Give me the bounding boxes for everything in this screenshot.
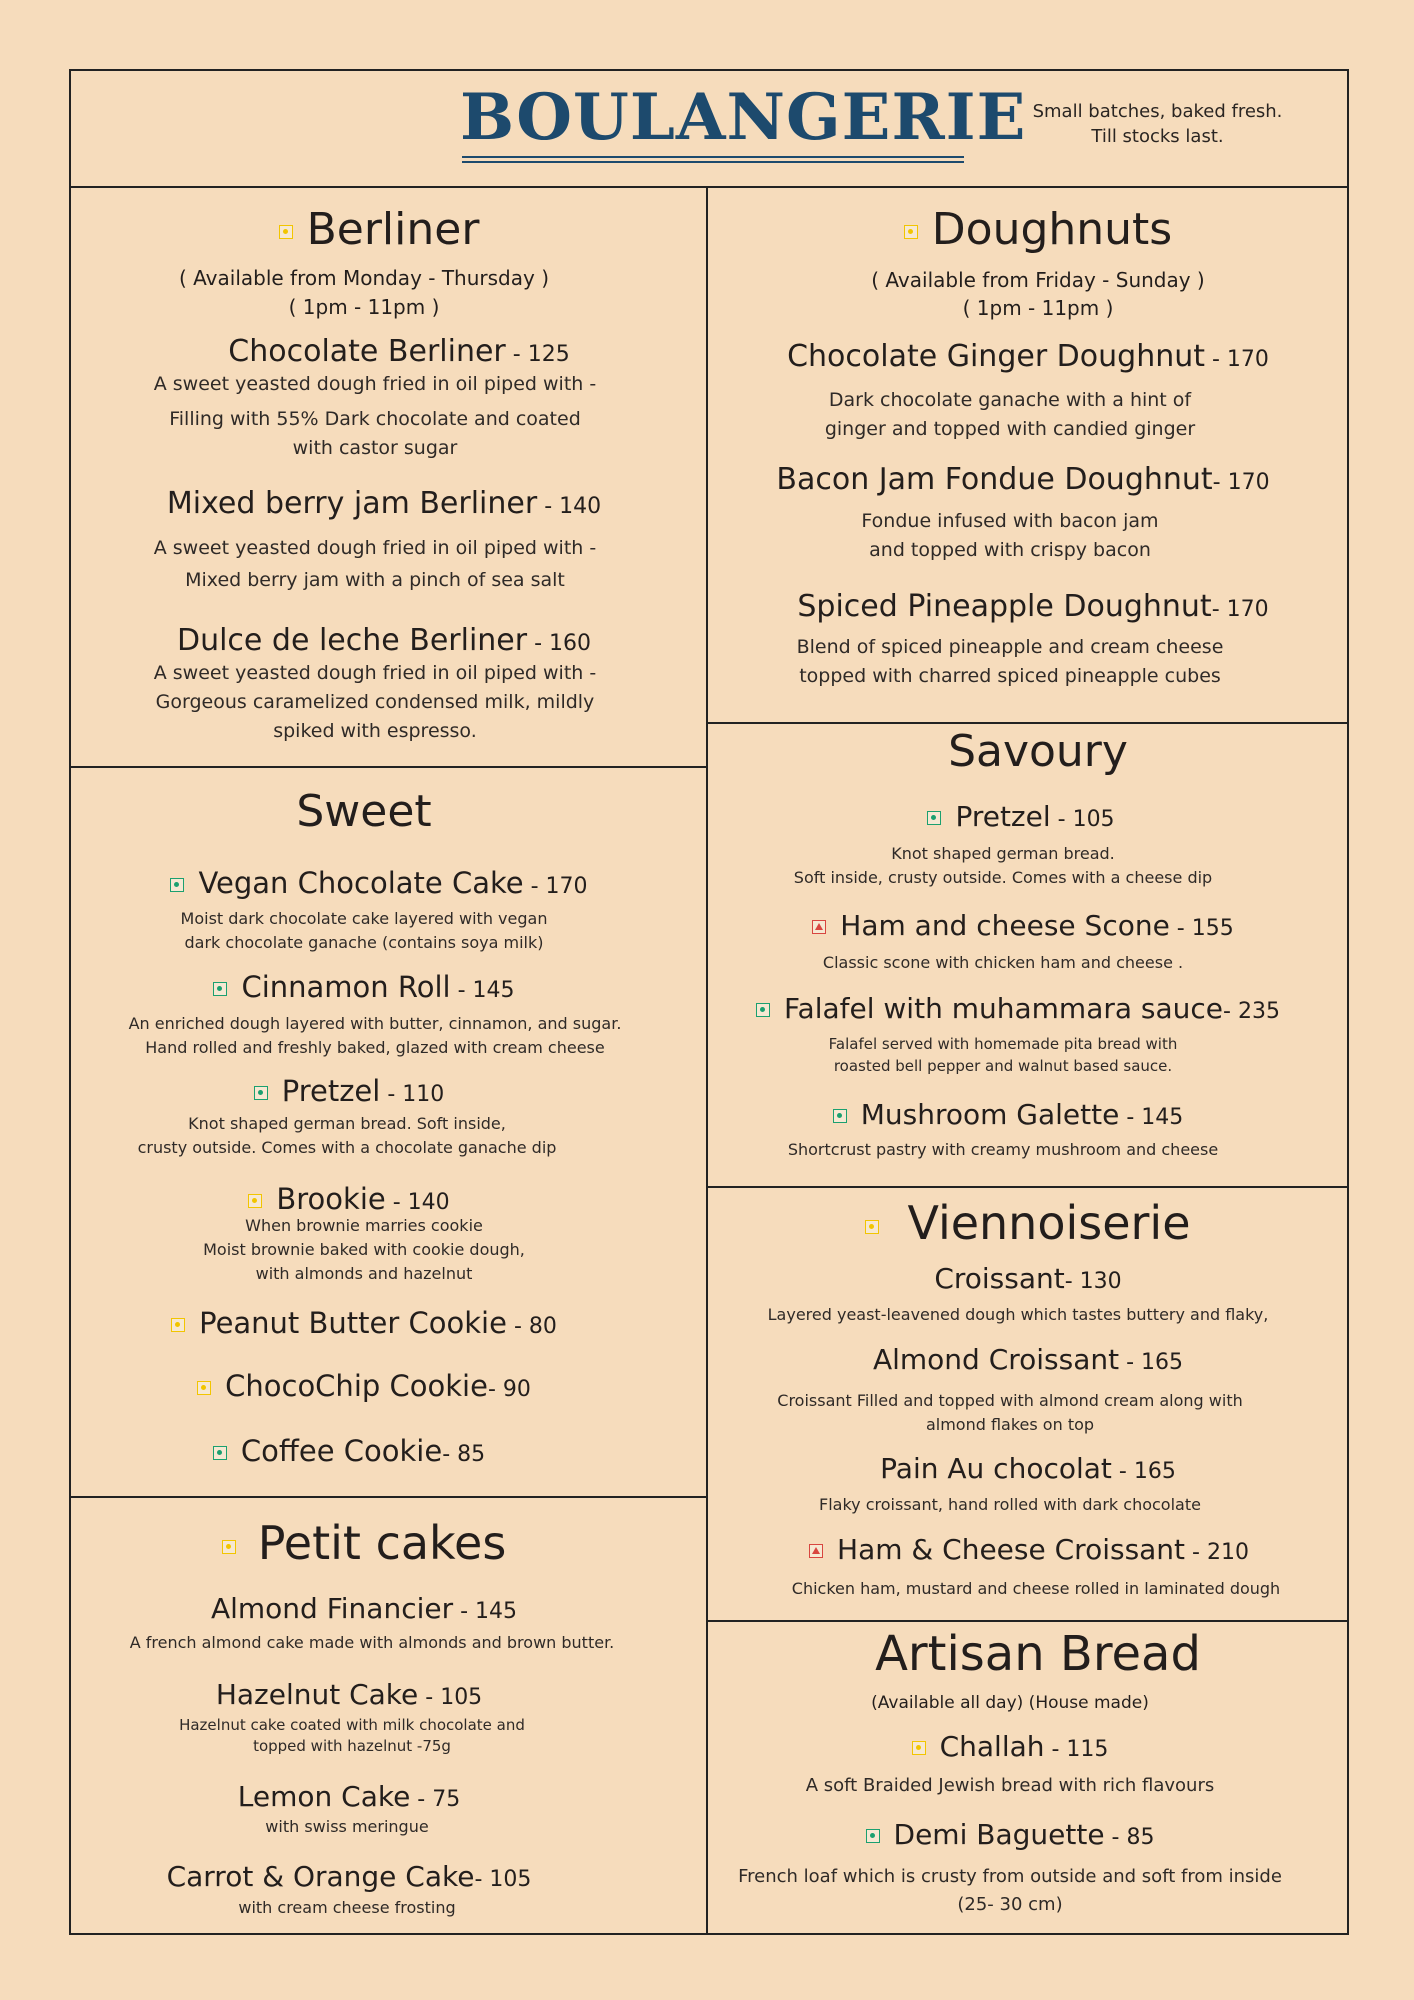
- availability-days: ( Available from Monday - Thursday ): [179, 266, 549, 290]
- menu-item-desc: Classic scone with chicken ham and cheese .: [822, 953, 1184, 972]
- menu-item-desc: Knot shaped german bread. Soft inside,: [188, 1114, 506, 1133]
- menu-item-desc: Gorgeous caramelized condensed milk, mildly: [155, 691, 595, 713]
- menu-item-name: Lemon Cake - 75: [237, 1780, 461, 1813]
- section-title: Sweet: [296, 786, 432, 837]
- menu-item-name: Mixed berry jam Berliner - 140: [166, 486, 602, 521]
- menu-item-name: Pain Au chocolat - 165: [880, 1452, 1176, 1485]
- sweet-section: [69, 766, 707, 1496]
- section-title: Artisan Bread: [875, 1626, 1201, 1682]
- menu-item-desc: topped with hazelnut -75g: [253, 1737, 451, 1755]
- artisan-bread-section: [708, 1620, 1349, 1935]
- menu-item-desc: spiked with espresso.: [273, 720, 477, 742]
- menu-item-price: - 115: [1044, 1737, 1109, 1762]
- tagline-line2: Till stocks last.: [1091, 126, 1224, 147]
- menu-item-desc: Knot shaped german bread.: [891, 844, 1115, 863]
- section-title: Savoury: [948, 726, 1128, 777]
- menu-item-desc: ginger and topped with candied ginger: [824, 418, 1196, 440]
- menu-item-desc: A sweet yeasted dough fried in oil piped with -: [153, 537, 597, 559]
- menu-item-desc: and topped with crispy bacon: [869, 539, 1151, 561]
- menu-item-name: Almond Financier - 145: [210, 1592, 518, 1625]
- menu-item-name: Carrot & Orange Cake- 105: [166, 1860, 532, 1893]
- menu-item-desc: Moist brownie baked with cookie dough,: [203, 1240, 525, 1259]
- veg-mark-icon: [927, 811, 941, 825]
- menu-item-price: - 145: [1119, 1105, 1184, 1130]
- menu-item-desc: A french almond cake made with almonds and brown butter.: [129, 1633, 615, 1652]
- petit-cakes-section: [69, 1496, 707, 1935]
- menu-item-price: - 105: [1050, 807, 1115, 832]
- menu-item-price: - 130: [1064, 1269, 1122, 1294]
- menu-item-name: Demi Baguette - 85: [708, 1818, 1312, 1851]
- menu-item-price: - 145: [453, 1599, 518, 1624]
- egg-mark-icon: [222, 1540, 236, 1554]
- egg-mark-icon: [197, 1381, 211, 1395]
- availability-hours: ( 1pm - 11pm ): [962, 296, 1114, 320]
- menu-item-price: - 90: [487, 1377, 531, 1402]
- menu-item-name: Cinnamon Roll - 145: [69, 970, 659, 1004]
- menu-item-name: ChocoChip Cookie- 90: [69, 1369, 659, 1403]
- section-title: Viennoiserie: [708, 1196, 1348, 1250]
- menu-item-name: Croissant- 130: [934, 1262, 1122, 1295]
- viennoiserie-section: [708, 1186, 1349, 1620]
- menu-item-desc: Soft inside, crusty outside. Comes with a cheese dip: [793, 868, 1213, 887]
- veg-mark-icon: [254, 1086, 268, 1100]
- menu-item-desc: Blend of spiced pineapple and cream cheese: [796, 636, 1224, 658]
- menu-item-price: - 125: [505, 342, 570, 367]
- menu-item-name: Brookie - 140: [69, 1182, 629, 1216]
- menu-item-desc: Fondue infused with bacon jam: [861, 510, 1159, 532]
- menu-item-name: Chocolate Ginger Doughnut - 170: [787, 339, 1269, 374]
- title-underline-2: [462, 161, 964, 163]
- menu-item-price: - 105: [474, 1867, 532, 1892]
- menu-item-desc: Mixed berry jam with a pinch of sea salt: [185, 569, 565, 591]
- menu-item-name: Coffee Cookie- 85: [69, 1434, 629, 1468]
- menu-item-desc: A sweet yeasted dough fried in oil piped with -: [153, 662, 597, 684]
- menu-item-price: - 160: [527, 631, 592, 656]
- section-title: Doughnuts: [708, 204, 1368, 255]
- menu-item-desc: Flaky croissant, hand rolled with dark chocolate: [819, 1495, 1201, 1514]
- menu-item-desc: French loaf which is crusty from outside and soft from inside: [738, 1866, 1282, 1887]
- menu-item-desc: Chicken ham, mustard and cheese rolled in laminated dough: [791, 1579, 1281, 1598]
- menu-item-price: - 105: [418, 1685, 483, 1710]
- menu-item-name: Peanut Butter Cookie - 80: [69, 1306, 659, 1340]
- menu-item-name: Pretzel - 110: [69, 1074, 629, 1108]
- menu-item-price: - 170: [1211, 597, 1269, 622]
- menu-item-price: - 165: [1119, 1350, 1184, 1375]
- menu-item-name: Ham & Cheese Croissant - 210: [708, 1533, 1350, 1566]
- menu-item-price: - 235: [1223, 999, 1280, 1024]
- veg-mark-icon: [833, 1109, 847, 1123]
- berliner-section: [69, 186, 707, 766]
- menu-item-price: - 145: [450, 978, 515, 1003]
- menu-item-name: Almond Croissant - 165: [872, 1343, 1184, 1376]
- menu-item-price: - 140: [537, 494, 602, 519]
- menu-item-name: Chocolate Berliner - 125: [228, 334, 570, 369]
- menu-item-desc: A sweet yeasted dough fried in oil piped with -: [153, 373, 597, 395]
- menu-item-desc: When brownie marries cookie: [245, 1216, 483, 1235]
- menu-item-name: Spiced Pineapple Doughnut- 170: [797, 589, 1269, 624]
- menu-item-desc: roasted bell pepper and walnut based sauce.: [833, 1057, 1173, 1075]
- availability-hours: ( 1pm - 11pm ): [288, 295, 440, 319]
- menu-item-name: Dulce de leche Berliner - 160: [176, 623, 592, 658]
- menu-item-price: - 210: [1185, 1540, 1249, 1565]
- brand-title: BOULANGERIE: [460, 80, 1027, 155]
- menu-item-desc: with swiss meringue: [265, 1817, 429, 1836]
- menu-item-desc: Croissant Filled and topped with almond cream along with: [777, 1391, 1243, 1410]
- menu-item-name: Vegan Chocolate Cake - 170: [69, 866, 689, 900]
- menu-item-price: - 170: [523, 874, 588, 899]
- veg-mark-icon: [756, 1003, 770, 1017]
- menu-item-price: - 165: [1111, 1459, 1176, 1484]
- menu-item-desc: A soft Braided Jewish bread with rich flavours: [805, 1775, 1215, 1796]
- veg-mark-icon: [866, 1829, 880, 1843]
- menu-item-desc: Moist dark chocolate cake layered with vegan: [180, 909, 548, 928]
- menu-item-price: - 80: [506, 1314, 557, 1339]
- egg-mark-icon: [912, 1741, 926, 1755]
- menu-item-price: - 170: [1212, 470, 1270, 495]
- menu-item-name: Hazelnut Cake - 105: [215, 1678, 483, 1711]
- menu-item-desc: Shortcrust pastry with creamy mushroom and cheese: [787, 1140, 1219, 1159]
- title-underline: [462, 156, 964, 158]
- menu-item-desc: Hand rolled and freshly baked, glazed with cream cheese: [145, 1038, 605, 1057]
- menu-item-desc: Layered yeast-leavened dough which tastes buttery and flaky,: [767, 1305, 1269, 1324]
- section-title: Petit cakes: [69, 1516, 659, 1570]
- menu-item-desc: almond flakes on top: [925, 1415, 1095, 1434]
- menu-item-desc: dark chocolate ganache (contains soya milk): [184, 933, 544, 952]
- menu-item-desc: Falafel served with homemade pita bread with: [828, 1035, 1178, 1053]
- tagline: [1000, 99, 1315, 149]
- egg-mark-icon: [171, 1318, 185, 1332]
- menu-item-desc: with almonds and hazelnut: [255, 1264, 473, 1283]
- egg-mark-icon: [904, 225, 918, 239]
- menu-item-desc: topped with charred spiced pineapple cubes: [799, 665, 1221, 687]
- menu-item-name: Challah - 115: [708, 1730, 1312, 1763]
- egg-mark-icon: [279, 225, 293, 239]
- veg-mark-icon: [213, 1446, 227, 1460]
- menu-item-desc: Hazelnut cake coated with milk chocolate and: [179, 1716, 525, 1734]
- availability-note: (Available all day) (House made): [871, 1693, 1149, 1713]
- menu-item-price: - 75: [410, 1787, 461, 1812]
- tagline-line1: Small batches, baked fresh.: [1032, 101, 1283, 122]
- savoury-section: [708, 722, 1349, 1186]
- menu-item-price: - 155: [1169, 916, 1234, 941]
- menu-item-desc: with cream cheese frosting: [238, 1898, 456, 1917]
- menu-item-desc: (25- 30 cm): [957, 1894, 1063, 1915]
- menu-item-name: Pretzel - 105: [708, 800, 1334, 833]
- doughnuts-section: [708, 186, 1349, 722]
- menu-item-price: - 170: [1205, 347, 1269, 372]
- menu-item-name: Bacon Jam Fondue Doughnut- 170: [776, 462, 1270, 497]
- section-title: Berliner: [69, 204, 689, 255]
- menu-item-desc: Dark chocolate ganache with a hint of: [828, 389, 1192, 411]
- menu-item-name: Falafel with muhammara sauce- 235: [708, 992, 1328, 1025]
- egg-mark-icon: [865, 1220, 879, 1234]
- veg-mark-icon: [213, 982, 227, 996]
- menu-item-desc: with castor sugar: [292, 437, 458, 459]
- menu-item-price: - 85: [1104, 1825, 1155, 1850]
- menu-item-name: Ham and cheese Scone - 155: [708, 909, 1338, 942]
- menu-item-desc: An enriched dough layered with butter, cinnamon, and sugar.: [128, 1014, 622, 1033]
- menu-item-price: - 85: [442, 1442, 486, 1467]
- menu-item-price: - 110: [380, 1082, 445, 1107]
- nonveg-mark-icon: [809, 1544, 823, 1558]
- egg-mark-icon: [248, 1194, 262, 1208]
- menu-item-desc: Filling with 55% Dark chocolate and coated: [169, 408, 581, 430]
- nonveg-mark-icon: [812, 920, 826, 934]
- veg-mark-icon: [170, 878, 184, 892]
- menu-item-name: Mushroom Galette - 145: [708, 1098, 1308, 1131]
- availability-days: ( Available from Friday - Sunday ): [871, 268, 1205, 292]
- menu-item-desc: crusty outside. Comes with a chocolate ganache dip: [137, 1138, 557, 1157]
- menu-item-price: - 140: [385, 1190, 450, 1215]
